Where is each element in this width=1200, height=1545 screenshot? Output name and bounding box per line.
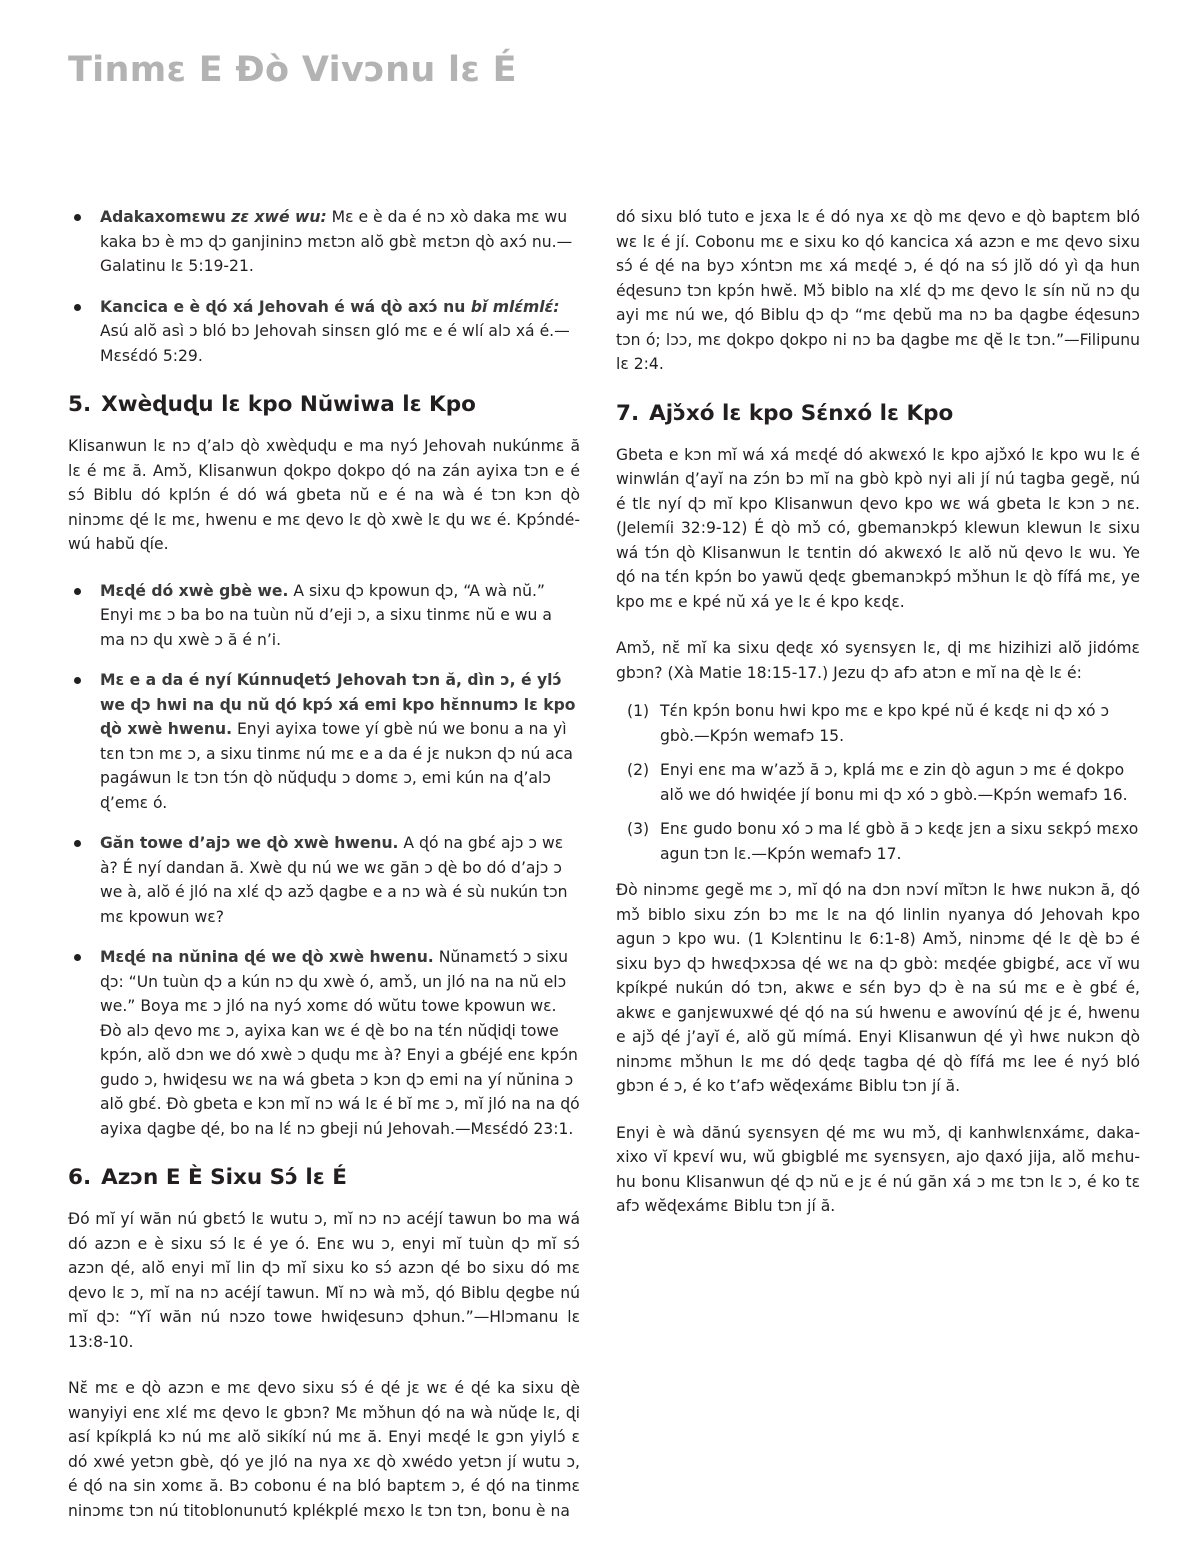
section-7-heading [616, 399, 1140, 429]
step-item [627, 817, 1140, 866]
bullet-icon [74, 677, 81, 684]
bullet-text: Mɛ e è da é nɔ xò daka mɛ wu kaka bɔ è mɔ ɖɔ ganjininɔ mɛtɔn alŏ gbɛ̀ mɛtɔn ɖò axɔ́ nu.—Galatinu lɛ 5:19-21. [100, 208, 573, 275]
bullet-item [100, 579, 580, 653]
section-6-paragraph: Ðó mĭ yí wăn nú gbɛtɔ́ lɛ wutu ɔ, mĭ nɔ nɔ acéjí tawun bo ma wá dó azɔn e è sixu sɔ́ lɛ é ye ó. Enɛ wu ɔ, enyi mĭ tuùn ɖɔ mĭ sɔ́ azɔn ɖé, alŏ enyi mĭ lin ɖɔ mĭ sixu ko sɔ́ azɔn ɖé bo sixu dó mɛ ɖevo lɛ ɔ, mĭ na nɔ acéjí tawun. Mĭ nɔ wà mɔ̌, ɖó Biblu ɖegbe nú mĭ ɖɔ: “Yĭ wăn nú nɔzo towe hwiɖesunɔ ɖɔhun.”—Hlɔmanu lɛ 13:8-10. [68, 1210, 580, 1351]
bullet-text: Nŭnamɛtɔ́ ɔ sixu ɖɔ: “Un tuùn ɖɔ a kún nɔ ɖu xwè ó, amɔ̌, un jló na na nŭ elɔ we.” Boya mɛ ɔ jló na nyɔ́ xomɛ dó wŭtu towe kpowun wɛ. Ðò alɔ ɖevo mɛ ɔ, ayixa kan wɛ é ɖè bo na tɛ́n nŭɖiɖi towe kpɔ́n, alŏ dɔn we dó xwè ɔ ɖuɖu mɛ à? Enyi a gbéjé enɛ kpɔ́n gudo ɔ, hwiɖesu wɛ na wá gbeta ɔ kɔn ɖɔ emi na yí nŭnina ɔ alŏ gbɛ́. Ðò gbeta e kɔn mĭ nɔ wá lɛ é bĭ mɛ ɔ, mĭ jló na na ɖó ayixa ɖagbe ɖé, bo na lɛ́ nɔ gbeji nú Jehovah.—Mɛsɛ́dó 23:1. [100, 948, 580, 1138]
bullet-lead: Kancica e è ɖó xá Jehovah é wá ɖò axɔ́ nu [100, 297, 471, 316]
step-item [627, 758, 1140, 807]
bullet-text: A sixu ɖɔ kpowun ɖɔ, “A wà nŭ.” Enyi mɛ ɔ ba bo na tuùn nŭ d’eji ɔ, a sixu tinmɛ nŭ e wu a ma nɔ ɖu xwè ɔ ă é n’i. [100, 581, 552, 649]
bullet-item [100, 205, 580, 279]
right-column [616, 205, 1140, 1241]
bullet-text: A ɖó na gbɛ́ ajɔ ɔ wɛ à? É nyí dandan ă. Xwè ɖu nú we wɛ găn ɔ ɖè bo dó d’ajɔ ɔ we à, alŏ é jló na xlɛ́ ɖɔ azɔ̌ ɖagbe e a nɔ wà é sù nukún tɔn mɛ kpowun wɛ? [100, 834, 568, 926]
step-text: Tɛ́n kpɔ́n bonu hwi kpo mɛ e kpo kpé nŭ é kɛɖɛ ni ɖɔ xó ɔ gbò.—Kpɔ́n wemafɔ 15. [660, 702, 1110, 745]
continuation-paragraph: dó sixu bló tuto e jɛxa lɛ é dó nya xɛ ɖò mɛ ɖevo e ɖò baptɛm bló wɛ lɛ é jí. Cobonu mɛ e sixu ko ɖó kancica xá azɔn e mɛ ɖevo sixu sɔ́ é ɖé na byɔ xɔ́ntɔn mɛ xá mɛɖé ɔ, é ɖó na sɔ́ jlŏ dó yì ɖa hun éɖesunɔ tɔn kpɔ́n hwĕ. Mɔ̌ biblo na xlɛ́ ɖɔ mɛ ɖevo lɛ sín nŭ nɔ ɖu ayi mɛ nú we, ɖó Biblu ɖɔ ɖɔ “mɛ ɖebŭ ma nɔ ba ɖagbe éɖesunɔ tɔn ó; lɔɔ, mɛ ɖokpo ɖokpo ni nɔ ba ɖagbe mɛ ɖĕ lɛ tɔn.”—Filipunu lɛ 2:4. [616, 208, 1140, 373]
bullet-icon [74, 840, 81, 847]
bullet-lead: Găn towe d’ajɔ we ɖò xwè hwenu. [100, 834, 399, 852]
step-text: Enyi enɛ ma w’azɔ̌ ă ɔ, kplá mɛ e zin ɖò agun ɔ mɛ é ɖokpo alŏ we dó hwiɖée jí bonu mi ɖɔ xó ɔ gbò.—Kpɔ́n wemafɔ 16. [660, 761, 1128, 804]
step-item [627, 699, 1140, 748]
bullet-icon [74, 588, 81, 595]
step-marker: (1) [627, 702, 650, 720]
section-5-heading [68, 390, 580, 420]
bullet-item [100, 831, 580, 929]
section-5-bullets [68, 579, 580, 1142]
left-column [68, 205, 580, 1545]
bullet-lead: Mɛɖé na nŭnina ɖé we ɖò xwè hwenu. [100, 948, 434, 966]
bullet-lead: Mɛɖé dó xwè gbè we. [100, 581, 289, 600]
section-title: Ajɔ̌xó lɛ kpo Sɛ́nxó lɛ Kpo [649, 400, 954, 426]
section-5-intro: Klisanwun lɛ nɔ ɖ’alɔ ɖò xwèɖuɖu e ma nyɔ́ Jehovah nukúnmɛ ă lɛ é mɛ ă. Amɔ̌, Klisanwun ɖokpo ɖokpo ɖó na zán ayixa tɔn e é sɔ́ Biblu dó kplɔ́n é dó wá gbeta nŭ e é na wà é tɔn kɔn ɖò ninɔmɛ ɖé lɛ mɛ, hwenu e mɛ ɖevo lɛ ɖò xwè lɛ ɖu wɛ é. Kpɔ́ndéwú habŭ ɖíe. [68, 437, 580, 553]
section-6-paragraph: Nɛ̆ mɛ e ɖò azɔn e mɛ ɖevo sixu sɔ́ é ɖé jɛ wɛ é ɖé ka sixu ɖè wanyiyi enɛ xlɛ́ mɛ ɖevo lɛ gbɔn? Mɛ mɔ̌hun ɖó na wà nŭɖe lɛ, ɖi así kpíkplá kɔ nú mɛ alŏ sikíkí nú mɛ ă. Enyi mɛɖé lɛ gɔn yiylɔ́ ɛ dó xwé yetɔn gbè, ɖó ye jló na nya xɛ ɖò xwédo yetɔn jí wutu ɔ, é ɖó na sin xomɛ ă. Bɔ cobonu é na bló baptɛm ɔ, é ɖó na tinmɛ ninɔmɛ tɔn nú titoblonunutɔ́ kplékplé mɛxo lɛ tɔn tɔn, bonu è na [68, 1379, 580, 1520]
bullet-icon [74, 214, 81, 221]
steps-list [616, 699, 1140, 866]
step-marker: (2) [627, 761, 650, 779]
section-number: 7. [616, 400, 640, 426]
bullet-text: Asú alŏ asì ɔ bló bɔ Jehovah sinsɛn gló mɛ e é wlí alɔ xá é.—Mɛsɛ́dó 5:29. [100, 322, 570, 365]
section-7-paragraph: Ðò ninɔmɛ gegĕ mɛ ɔ, mĭ ɖó na dɔn nɔví mĭtɔn lɛ hwɛ nukɔn ă, ɖó mɔ̌ biblo sixu zɔ́n bɔ mɛ lɛ na ɖó linlin nyanya dó Jehovah kpo agun ɔ kpo wu. (1 Kɔlɛntinu lɛ 6:1-8) Amɔ̌, ninɔmɛ ɖé lɛ ɖè bɔ é sixu byɔ ɖɔ hwɛɖɔxɔsa ɖé wɛ na ɖɔ gbò: mɛɖée gbigbɛ́, acɛ vĭ wu kpíkpé nukún dó tɔn, akwɛ e sɛ́n byɔ ɖɔ è na sú mɛ e è gbɛ́ é, akwɛ e ganjɛwuxwé ɖé ɖó na sú hwenu e awovínú ɖé jɛ é, hwenu e ajɔ̌ ɖé j’ayĭ é, alŏ gŭ mímá. Enyi Klisanwun ɖé yì hwɛ nukɔn ɖò ninɔmɛ mɔ̌hun lɛ mɛ dó ɖeɖɛ tagba ɖé ɖò fífá mɛ lee é nyɔ́ bló gbɔn é ɔ, é ko t’afɔ wĕɖexámɛ Biblu tɔn jí ă. [616, 881, 1140, 1095]
section-7-paragraph: Amɔ̌, nɛ̆ mĭ ka sixu ɖeɖɛ xó syɛnsyɛn lɛ, ɖi mɛ hizihizi alŏ jidómɛ gbɔn? (Xà Matie 18:15-17.) Jezu ɖɔ afɔ atɔn e mĭ na ɖè lɛ é: [616, 639, 1140, 682]
running-title: Tinmɛ E Ðò Vivɔnu lɛ É [68, 50, 517, 90]
bullet-item [100, 668, 580, 815]
section-number: 5. [68, 392, 92, 417]
bullet-lead: Adakaxomɛwu [100, 208, 232, 226]
section-6-heading [68, 1163, 580, 1193]
bullet-lead-italic: bǐ mlɛ́mlɛ́: [470, 297, 560, 316]
section-7-paragraph: Gbeta e kɔn mĭ wá xá mɛɖé dó akwɛxó lɛ kpo ajɔ̌xó lɛ kpo wu lɛ é winwlán ɖ’ayĭ na zɔ́n bɔ mĭ na gbò kpò nyi ali jí nú tagba gegĕ, nú é tlɛ nyí ɖɔ mĭ kpo Klisanwun ɖevo kpo wɛ wá gbeta lɛ kɔn ɔ nɛ. (Jelemíi 32:9-12) É ɖò mɔ̌ có, gbemanɔkpɔ́ klewun klewun lɛ sixu wá tɔ́n ɖò Klisanwun lɛ tɛntin dó akwɛxó lɛ alŏ nŭ ɖevo lɛ wu. Ye ɖó na tɛ́n kpɔ́n bo yawŭ ɖeɖɛ gbemanɔkpɔ́ mɔ̌hun lɛ ɖò fífá mɛ, ye kpo mɛ e kpé nŭ xá ye lɛ é kpo kɛɖɛ. [616, 445, 1140, 611]
step-text: Enɛ gudo bonu xó ɔ ma lɛ́ gbò ă ɔ kɛɖɛ jɛn a sixu sɛkpɔ́ mɛxo agun tɔn lɛ.—Kpɔ́n wemafɔ 17. [660, 820, 1139, 863]
step-marker: (3) [627, 820, 650, 838]
bullet-lead: Mɛ e a da é nyí Kúnnuɖetɔ́ Jehovah tɔn ă, dìn ɔ, é ylɔ́ we ɖɔ hwi na ɖu nŭ ɖó kpɔ́ xá emi kpo hɛ̆nnumɔ lɛ kpo ɖò xwè hwenu. [100, 671, 576, 738]
bullet-item [100, 945, 580, 1141]
section-7-paragraph: Enyi è wà dănú syɛnsyɛn ɖé mɛ wu mɔ̌, ɖi kanhwlɛnxámɛ, dakaxixo vĭ kpɛví wu, wŭ gbigblé mɛ syɛnsyɛn, ajo ɖaxó jija, alŏ mɛhuhu bonu Klisanwun ɖé ɖɔ nŭ e jɛ é nú găn xá ɔ mɛ tɔn lɛ ɔ, é ko tɛ afɔ wĕɖexámɛ Biblu tɔn jí ă. [616, 1123, 1140, 1215]
bullet-icon [74, 954, 81, 961]
section-title: Xwèɖuɖu lɛ kpo Nŭwiwa lɛ Kpo [101, 392, 476, 417]
section-number: 6. [68, 1165, 92, 1190]
bullet-lead-italic: zɛ xwé wu: [231, 208, 327, 226]
bullet-text: Enyi ayixa towe yí gbè nú we bonu a na yì tɛn tɔn mɛ ɔ, a sixu tinmɛ nú mɛ e a da é jɛ nukɔn ɖɔ nú aca pagáwun lɛ tɔn tɔ́n ɖò nŭɖuɖu ɔ domɛ ɔ, emi kún na ɖ’alɔ ɖ’emɛ ó. [100, 720, 573, 812]
section-title: Azɔn E È Sixu Sɔ́ lɛ É [101, 1165, 347, 1190]
top-bullet-list [68, 205, 580, 368]
bullet-item [100, 295, 580, 369]
bullet-icon [74, 304, 81, 311]
